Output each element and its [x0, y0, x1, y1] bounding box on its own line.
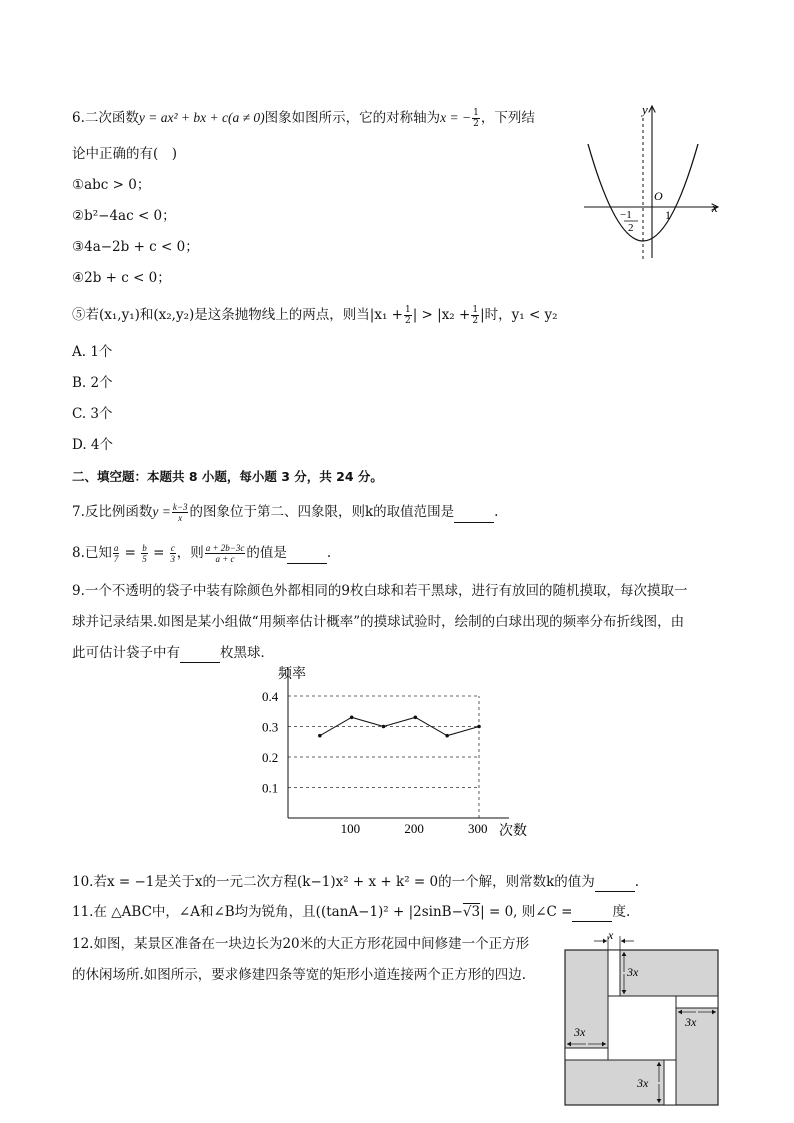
q9-line1: 9.一个不透明的袋子中装有除颜色外都相同的9枚白球和若干黑球，进行有放回的随机摸取，每次摸取一 — [72, 583, 688, 599]
data-point — [477, 725, 481, 729]
q6-statement-4: ④2b + c < 0； — [72, 270, 171, 286]
x-tick-label: 100 — [340, 821, 361, 836]
q6-stem-line1: 6.二次函数y = ax² + bx + c(a ≠ 0)图象如图所示，它的对称轴为x = − $\frac{1}{2}$ ，下列结 — [72, 108, 535, 129]
q6-option-a: A. 1个 — [72, 344, 113, 360]
data-point — [318, 734, 322, 738]
q6-axis-fraction: $\frac{1}{2}$ — [473, 108, 479, 129]
fig12-right-label: 3x — [685, 1015, 697, 1029]
x-tick-label: 300 — [468, 821, 488, 836]
path-left — [565, 1048, 608, 1060]
data-point — [350, 716, 354, 720]
y-tick-label: 0.4 — [262, 689, 279, 704]
x-tick-label: 200 — [404, 821, 424, 836]
neg-half-num: −1 — [620, 209, 632, 221]
data-point — [445, 734, 449, 738]
q6-statement-5: ⑤若(x₁,y₁)和(x₂,y₂)是这条抛物线上的两点，则当|x₁ + $\frac{1}{2}$ | > |x₂ + $\frac{1}{2}$ |时，y₁ < y₂ — [72, 305, 558, 326]
x-axis-title: 次数 — [499, 824, 527, 839]
q12-line1: 12.如图，某景区准备在一块边长为20米的大正方形花园中间修建一个正方形 — [72, 936, 530, 952]
q6-option-c: C. 3个 — [72, 406, 113, 422]
q11: 11.在 △ABC中，∠A和∠B均为锐角，且((tanA−1)² + |2sinB−√3| = 0, 则∠C = 度. — [72, 904, 631, 920]
tick-one-label: 1 — [665, 208, 671, 222]
q9-line3: 此可估计袋子中有 枚黑球． — [72, 645, 274, 661]
q6-stem-line2: 论中正确的有( ) — [72, 146, 178, 162]
path-bottom — [664, 1060, 676, 1105]
y-tick-label: 0.2 — [262, 750, 279, 765]
parabola-graph — [580, 100, 730, 265]
y-axis-label: y — [642, 102, 648, 117]
fig12-width-label: x — [608, 930, 614, 942]
q6-statement-1: ①abc > 0； — [72, 177, 151, 193]
y-tick-label: 0.3 — [262, 719, 279, 735]
q7: 7.反比例函数y = $\frac{k-3}{x}$ 的图象位于第二、四象限，则k的取值范围是 . — [72, 502, 499, 523]
section-header-fill-in: 二、填空题：本题共 8 小题，每小题 3 分，共 24 分。 — [72, 469, 383, 484]
q6-statement-2: ②b²−4ac < 0； — [72, 208, 176, 224]
data-point — [414, 716, 418, 720]
q10: 10.若x = −1是关于x的一元二次方程(k−1)x² + x + k² = 0的一个解，则常数k的值为 . — [72, 874, 640, 890]
q6-option-d: D. 4个 — [72, 437, 114, 453]
origin-label: O — [654, 189, 663, 203]
fig12-bottom-label: 3x — [637, 1076, 649, 1090]
q11-answer-blank[interactable] — [572, 908, 612, 922]
data-point — [382, 725, 386, 729]
q8: 8.已知 $\frac{a}{7}$ = $\frac{b}{5}$ = $\frac{c}{3}$ ，则 $\frac{a + 2b-3c}{a + c}$ 的值是 . — [72, 543, 332, 564]
inner-square — [608, 996, 676, 1060]
q12-line2: 的休闲场所.如图所示，要求修建四条等宽的矩形小道连接两个正方形的四边. — [72, 967, 527, 983]
frequency-line-chart — [250, 662, 540, 842]
neg-half-den: 2 — [628, 222, 634, 234]
q8-answer-blank[interactable] — [287, 550, 327, 564]
fig12-left-label: 3x — [574, 1025, 586, 1039]
fig12-top-label: 3x — [627, 965, 639, 979]
y-axis-title: 频率 — [278, 667, 306, 682]
q10-answer-blank[interactable] — [595, 878, 635, 892]
q9-answer-blank[interactable] — [180, 649, 220, 663]
x-axis-label: x — [712, 200, 718, 215]
q6-statement-3: ③4a−2b + c < 0； — [72, 239, 199, 255]
y-tick-label: 0.1 — [262, 780, 279, 796]
garden-figure — [560, 930, 730, 1110]
q9-line2: 球并记录结果.如图是某小组做“用频率估计概率”的摸球试验时，绘制的白球出现的频率分布折线图，由 — [72, 614, 685, 630]
path-right — [676, 996, 718, 1008]
path-top — [608, 950, 620, 996]
q6-option-b: B. 2个 — [72, 375, 113, 391]
q7-answer-blank[interactable] — [454, 509, 494, 523]
